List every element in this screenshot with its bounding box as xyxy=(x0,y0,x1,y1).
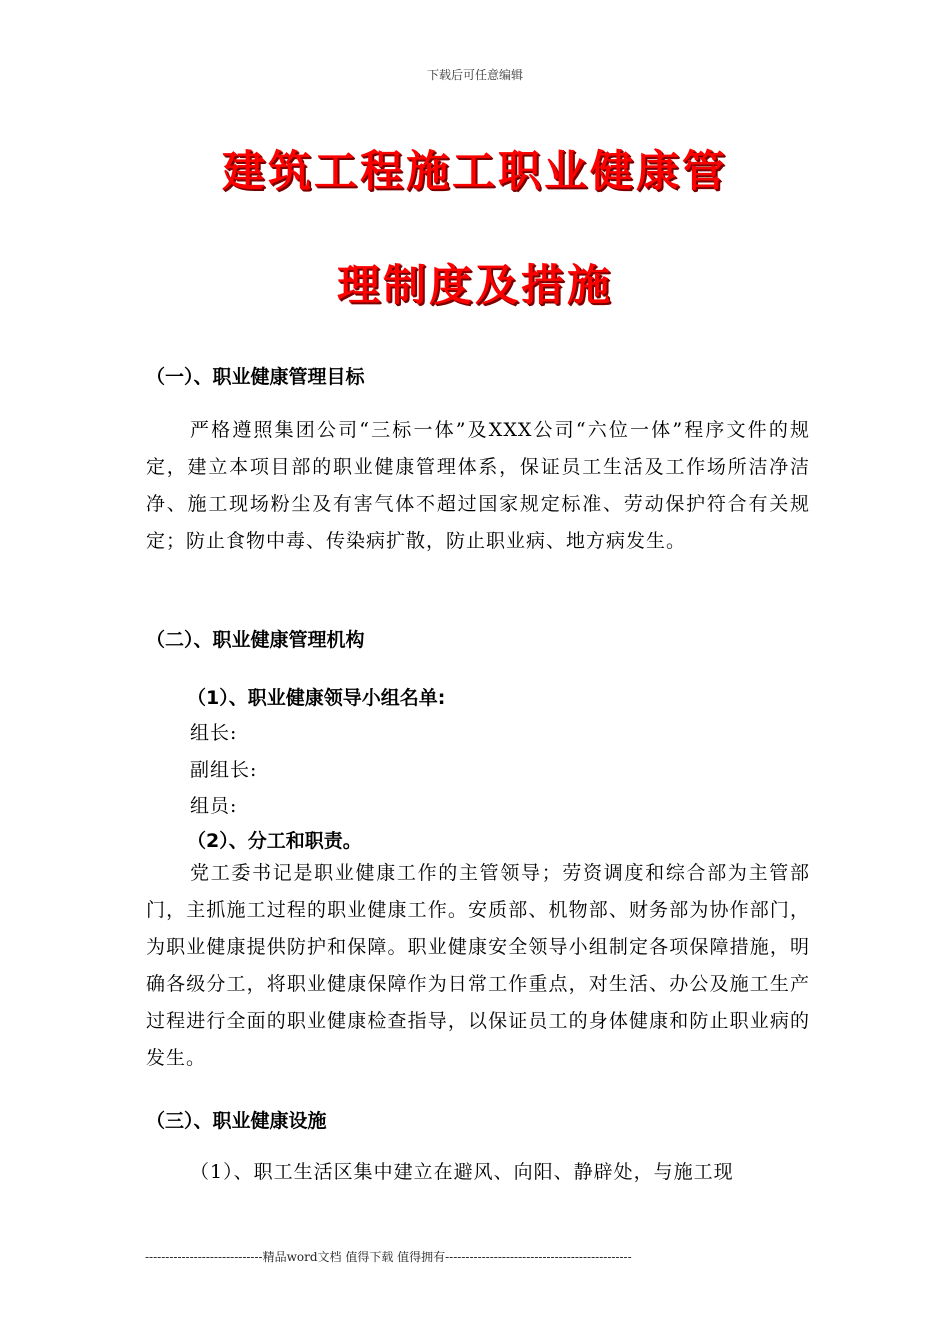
section-heading-facilities: （三）、职业健康设施 xyxy=(146,1110,327,1132)
section-heading-organization: （二）、职业健康管理机构 xyxy=(146,629,365,651)
member-field: 组员: xyxy=(190,795,238,817)
subheading-leadership-list: （1）、职业健康领导小组名单: xyxy=(187,687,446,709)
paragraph-facilities: （1）、职工生活区集中建立在避风、向阳、静辟处，与施工现 xyxy=(190,1161,734,1183)
deputy-leader-field: 副组长: xyxy=(190,759,258,781)
footer-note: -----------------------------精品word文档 值得下载 值得拥有---------------------------------------------- xyxy=(145,1250,632,1264)
subheading-duties: （2）、分工和职责。 xyxy=(187,830,362,852)
document-title-line-1: 建筑工程施工职业健康管 xyxy=(222,147,728,197)
header-note: 下载后可任意编辑 xyxy=(426,68,523,82)
document-title-line-2: 理制度及措施 xyxy=(337,261,613,311)
leader-field: 组长: xyxy=(190,722,238,744)
paragraph-duties: 党工委书记是职业健康工作的主管领导；劳资调度和综合部为主管部门，主抓施工过程的职业健康工作。安质部、机物部、财务部为协作部门，为职业健康提供防护和保障。职业健康安全领导小组制定各项保障措施，明确各级分工，将职业健康保障作为日常工作重点，对生活、办公及施工生产过程进行全面的职业健康检查指导，以保证员工的身体健康和防止职业病的发生。 xyxy=(146,862,810,1069)
paragraph-goals: 严格遵照集团公司“三标一体”及XXX公司“六位一体”程序文件的规定，建立本项目部的职业健康管理体系，保证员工生活及工作场所洁净洁净、施工现场粉尘及有害气体不超过国家规定标准、劳动保护符合有关规定；防止食物中毒、传染病扩散，防止职业病、地方病发生。 xyxy=(146,419,810,552)
section-heading-goals: （一）、职业健康管理目标 xyxy=(146,366,365,388)
